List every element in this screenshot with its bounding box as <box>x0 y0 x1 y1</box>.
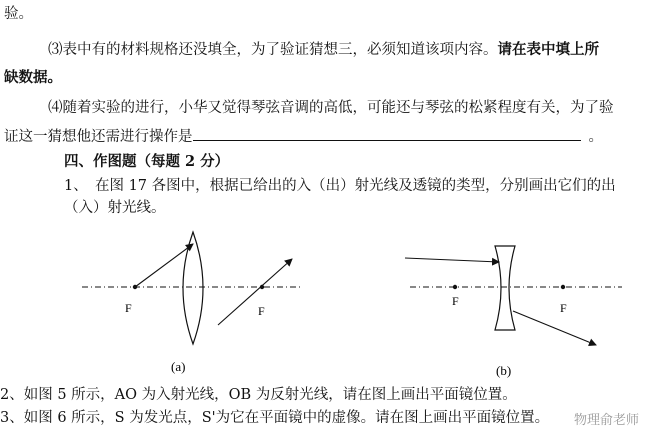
focus-label-left-a: F <box>125 301 132 315</box>
section-title: 四、作图题（每题 2 分） <box>64 153 230 170</box>
question-1-line-2: （入）射光线。 <box>64 200 166 216</box>
line-5-text: 证这一猜想他还需进行操作是 <box>4 129 193 145</box>
focus-point-right-b <box>561 285 565 289</box>
figure-b <box>405 246 622 378</box>
line-2-text: ⑶表中有的材料规格还没填全，为了验证猜想三，必须知道该项内容。 <box>48 42 498 58</box>
watermark: 物理俞老师 <box>573 413 639 428</box>
line-3: 缺数据。 <box>4 69 62 86</box>
question-1-line-1: 1、 在图 17 各图中，根据已给出的入（出）射光线及透镜的类型，分别画出它们的出 <box>64 178 616 194</box>
focus-point-left-a <box>133 285 137 289</box>
question-2: 2、如图 5 所示，AO 为入射光线，OB 为反射光线，请在图上画出平面镜位置。 <box>0 387 517 403</box>
focus-point-left-b <box>453 285 457 289</box>
incident-ray-b <box>405 258 499 262</box>
emergent-ray-b <box>513 311 596 345</box>
figure-a <box>82 232 300 374</box>
caption-a: (a) <box>171 359 186 374</box>
question-3: 3、如图 6 所示，S 为发光点，S'为它在平面镜中的虚像。请在图上画出平面镜位置。 <box>0 410 550 426</box>
caption-b: (b) <box>496 363 512 378</box>
line-4: ⑷随着实验的进行，小华又觉得琴弦音调的高低，可能还与琴弦的松紧程度有关，为了验 <box>48 100 614 116</box>
focus-label-left-b: F <box>452 294 459 308</box>
concave-lens <box>495 246 515 330</box>
focus-label-right-b: F <box>560 301 567 315</box>
line-5-end: 。 <box>588 129 603 145</box>
line-1: 验。 <box>4 6 33 22</box>
focus-label-right-a: F <box>258 304 265 318</box>
focus-point-right-a <box>260 285 264 289</box>
emergent-ray-a <box>218 259 292 325</box>
line-2-bold: 请在表中填上所 <box>497 41 599 58</box>
